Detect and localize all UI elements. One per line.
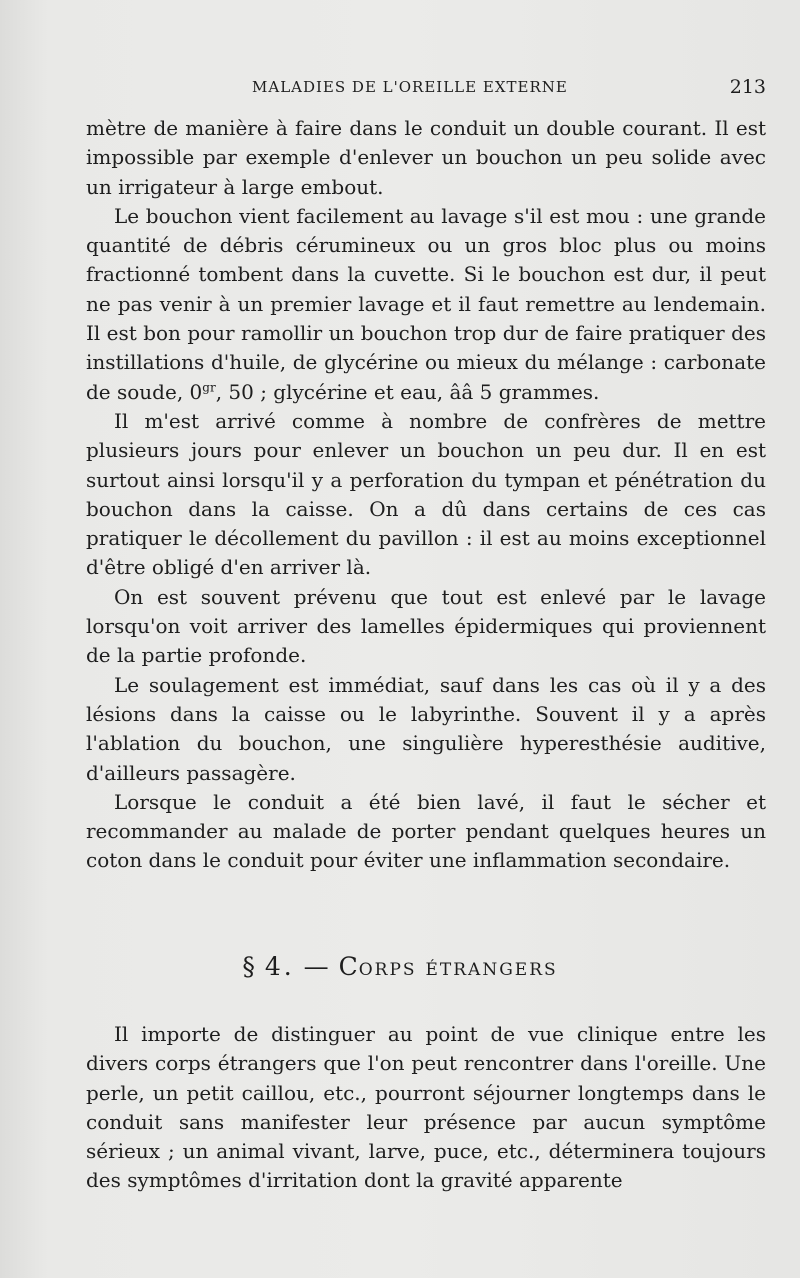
paragraph-text-tail: , 50 ; glycérine et eau, ââ 5 grammes.: [215, 379, 600, 404]
section-dash: —: [303, 952, 330, 981]
paragraph: Lorsque le conduit a été bien lavé, il faut le sécher et recommander au malade de porter pendant quelques heures un coton dans le conduit pour éviter une inflammation secondaire.: [86, 789, 766, 873]
running-header: [84, 74, 768, 104]
paragraph: mètre de manière à faire dans le conduit un double courant. Il est impossible par exemple d'enlever un bouchon un peu solide avec un irrigateur à large embout.: [86, 116, 766, 199]
paragraph: Il m'est arrivé comme à nombre de confrères de mettre plusieurs jours pour enlever un bouchon un peu dur. Il en est surtout ainsi lorsqu'il y a perforation du tympan et pénétration du bouchon dans la caisse. On a dû dans certains de ces cas pratiquer le décollement du pavillon : il est au moins exceptionnel d'être obligé d'en arriver là.: [86, 408, 766, 580]
paragraph: [86, 202, 766, 407]
unit-superscript: gr: [202, 380, 216, 395]
paragraph-text: Le bouchon vient facilement au lavage s'il est mou : une grande quantité de débris cérumineux ou un gros bloc plus ou moins fractionné tombent dans la cuvette. Si le bouchon est dur, il peut ne pas venir à un premier lavage et il faut remettre au lendemain. Il est bon pour ramollir un bouchon trop dur de faire pratiquer des instillations d'huile, de glycérine ou mieux du mélange : carbonate de soude, 0: [86, 203, 766, 404]
page-number: 213: [729, 76, 766, 98]
paragraph: Il importe de distinguer au point de vue clinique entre les divers corps étrangers que l'on peut rencontrer dans l'oreille. Une perle, un petit caillou, etc., pourront séjourner longtemps dans le conduit sans manifester leur présence par aucun symptôme sérieux ; un animal vivant, larve, puce, etc., déterminera toujours des symptômes d'irritation dont la gravité apparente: [86, 1022, 766, 1193]
section-symbol: §: [242, 952, 256, 981]
section-heading: [0, 952, 800, 981]
section-title-word2: ÉTRANGERS: [425, 960, 558, 980]
running-title: MALADIES DE L'OREILLE EXTERNE: [252, 78, 568, 96]
body-text-top: [86, 114, 766, 876]
paragraph: On est souvent prévenu que tout est enlevé par le lavage lorsqu'on voit arriver des lamelles épidermiques qui proviennent de la partie profonde.: [86, 584, 766, 668]
paragraph: Le soulagement est immédiat, sauf dans les cas où il y a des lésions dans la caisse ou le labyrinthe. Souvent il y a après l'ablation du bouchon, une singulière hyperesthésie auditive, d'ailleurs passagère.: [86, 672, 766, 785]
section-number: 4.: [264, 952, 295, 981]
body-text-bottom: [86, 1020, 766, 1196]
section-title-word1: ORPS: [358, 960, 417, 980]
section-title-initial: C: [338, 952, 359, 981]
